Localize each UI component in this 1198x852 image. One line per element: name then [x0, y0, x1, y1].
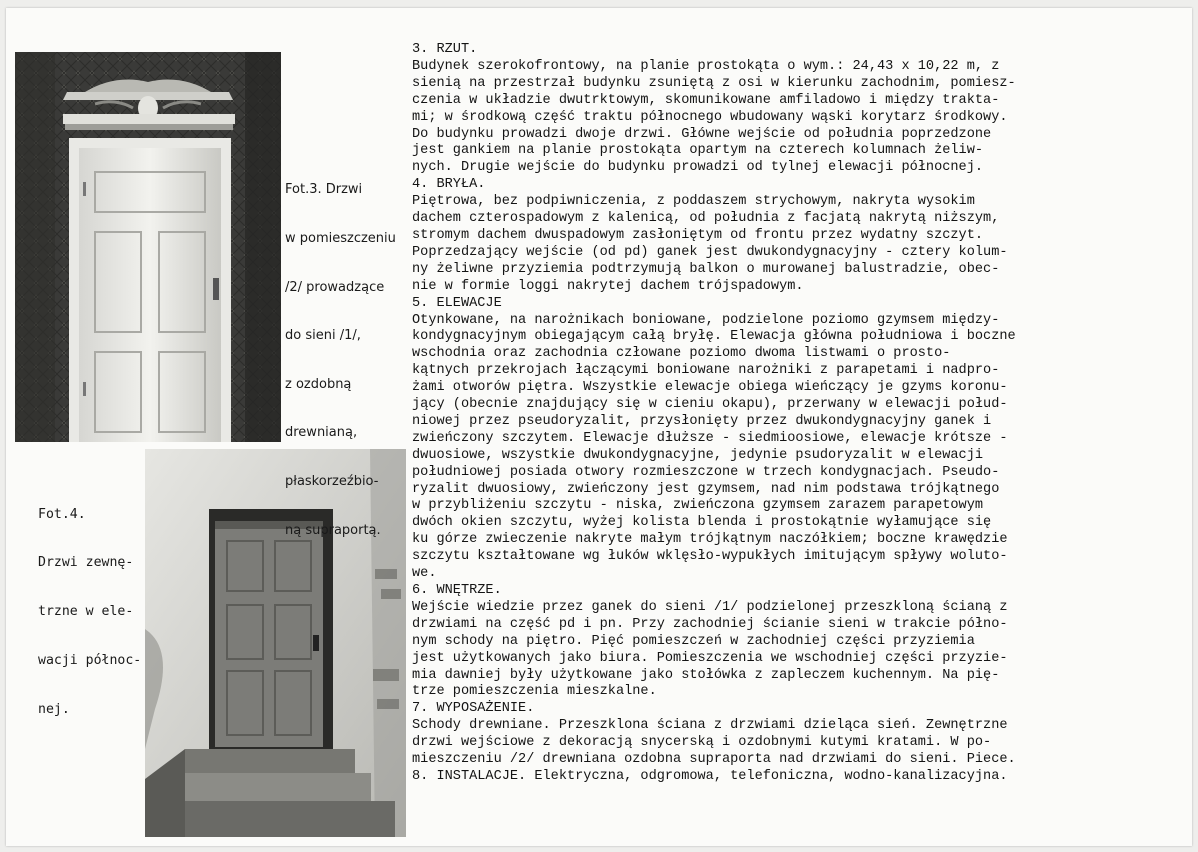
text-line: we.: [412, 566, 437, 582]
caption-line: z ozdobną: [285, 376, 352, 392]
caption-line: Drzwi zewnę-: [38, 555, 134, 571]
text-line: nie w formie loggi nakrytej dachem trójspadowym.: [412, 278, 804, 294]
section-heading-bryla: 4. BRYŁA.: [412, 177, 486, 193]
text-line: Do budynku prowadzi dwoje drzwi. Główne wejście od południa poprzedzone: [412, 126, 992, 142]
text-line: nych. Drugie wejście do budynku prowadzi od tylnej elewacji północnej.: [412, 160, 984, 176]
text-line: mi; w środkową część traktu północnego wbudowany wąski korytarz środkowy.: [412, 109, 1008, 125]
text-line: jący (obecnie znajdujący się w cieniu okapu), przerwany w elewacji połud-: [412, 397, 1008, 413]
text-line: szczytu kształtowane wg łuków wklęsło-wypukłych imitującym spływy woluto-: [412, 549, 1008, 565]
text-line: nym schody na piętro. Pięć pomieszczeń w zachodniej części przyziemia: [412, 633, 975, 649]
caption-line: Fot.4.: [38, 506, 86, 522]
text-line: Wejście wiedzie przez ganek do sieni /1/ podzielonej przeszkloną ścianą z: [412, 599, 1008, 615]
section-heading-wyposazenie: 7. WYPOSAŻENIE.: [412, 701, 535, 717]
text-line: ryzalit dwuosiowy, zwieńczony jest gzymsem, nad nim podstawa trójkątnego: [412, 481, 1000, 497]
photo-interior-door: [15, 52, 281, 442]
text-line: mieszczeniu /2/ drewniana ozdobna supraporta nad drzwiami do sieni. Piece.: [412, 752, 1016, 768]
text-line: jest gankiem na planie prostokąta opartym na czterech kolumnach żeliw-: [412, 143, 984, 159]
section-heading-rzut: 3. RZUT.: [412, 42, 478, 57]
text-line: żami otworów piętra. Wszystkie elewacje obiega wieńczący je gzyms koronu-: [412, 380, 1008, 396]
text-line: czenia w układzie dwutrktowym, skomunikowane amfiladowo i między trakta-: [412, 92, 1000, 108]
document-body-text: [412, 42, 1172, 786]
text-line: Schody drewniane. Przeszklona ściana z drzwiami dzieląca sień. Zewnętrzne: [412, 718, 1008, 734]
text-line: jest użytkowanych jako biura. Pomieszczenia we wschodniej części przyzie-: [412, 650, 1008, 666]
caption-fot4: [38, 474, 141, 735]
caption-line: wacji północ-: [38, 653, 142, 669]
caption-line: Fot.3. Drzwi: [285, 182, 363, 198]
caption-line: w pomieszczeniu: [285, 231, 396, 247]
section-heading-instalacje: 8. INSTALACJE. Elektryczna, odgromowa, telefoniczna, wodno-kanalizacyjna.: [412, 768, 1008, 784]
text-line: ny żeliwne przyziemia podtrzymują balkon o murowanej balustradzie, obec-: [412, 261, 1000, 277]
text-line: dachem czterospadowym z kalenicą, od południa z facjatą nakrytą niższym,: [412, 211, 1000, 227]
section-heading-wnetrze: 6. WNĘTRZE.: [412, 583, 502, 598]
section-heading-elewacje: 5. ELEWACJE: [412, 295, 502, 311]
text-line: ku górze zwieczenie nakryte małym trójkątnym naczółkiem; boczne krawędzie: [412, 532, 1008, 548]
text-line: Otynkowane, na narożnikach boniowane, podzielone poziomo gzymsem między-: [412, 312, 1000, 328]
text-line: wschodnia oraz zachodnia człowane poziomo dwoma listwami o prosto-: [412, 346, 951, 362]
text-line: trze pomieszczenia mieszkalne.: [412, 684, 657, 700]
text-line: Poprzedzający wejście (od pd) ganek jest dwukondygnacyjny - cztery kolum-: [412, 244, 1008, 260]
caption-line: płaskorzeźbio-: [285, 474, 379, 490]
caption-line: trzne w ele-: [38, 604, 134, 620]
caption-line: nej.: [38, 702, 70, 718]
caption-fot3: [285, 150, 396, 555]
text-line: sienią na przestrzał budynku zsuniętą z osi w kierunku zachodnim, pomiesz-: [412, 75, 1016, 91]
text-line: drzwi wejściowe z dekoracją snycerską i ozdobnymi kutymi kratami. W po-: [412, 735, 992, 751]
text-line: w przybliżeniu szczytu - niska, zwieńczona gzymsem zarazem parapetowym: [412, 498, 984, 514]
text-line: mia dawniej były użytkowane jako stołówka z zapleczem kuchennym. Na pię-: [412, 667, 1000, 683]
caption-line: drewnianą,: [285, 425, 358, 441]
caption-line: ną supraportą.: [285, 522, 381, 538]
text-line: kondygnacyjnym obiegającym całą bryłę. Elewacja główna południowa i boczne: [412, 329, 1016, 345]
text-line: stromym dachem dwuspadowym zasłoniętym od frontu przez wydatny szczyt.: [412, 227, 984, 243]
text-line: południowej posiada otwory rozmieszczone w trzech kondygnacjach. Pseudo-: [412, 464, 1000, 480]
caption-line: /2/ prowadzące: [285, 279, 385, 295]
text-line: kątnych przekrojach łączącymi boniowane narożniki z parapetami i nadpro-: [412, 363, 1000, 379]
text-line: Budynek szerokofrontowy, na planie prostokąta o wym.: 24,43 x 10,22 m, z: [412, 58, 1000, 74]
text-line: dwuosiowe, wszystkie dwukondygnacyjne, jedynie psudoryzalit w elewacji: [412, 447, 984, 463]
text-line: Piętrowa, bez podpiwniczenia, z poddaszem strychowym, nakryta wysokim: [412, 194, 975, 210]
caption-line: do sieni /1/,: [285, 328, 361, 344]
text-line: zwieńczony szczytem. Elewacje dłuższe - siedmioosiowe, elewacje krótsze -: [412, 430, 1008, 446]
text-line: niowej przez pseudoryzalit, przysłonięty przez dwukondygnacyjny ganek i: [412, 413, 992, 429]
text-line: dwóch okien szczytu, wyżej kolista blenda i prostokątnie wyłamujące się: [412, 515, 992, 531]
text-line: drzwiami na część pd i pn. Przy zachodniej ścianie sieni w trakcie półno-: [412, 616, 1008, 632]
